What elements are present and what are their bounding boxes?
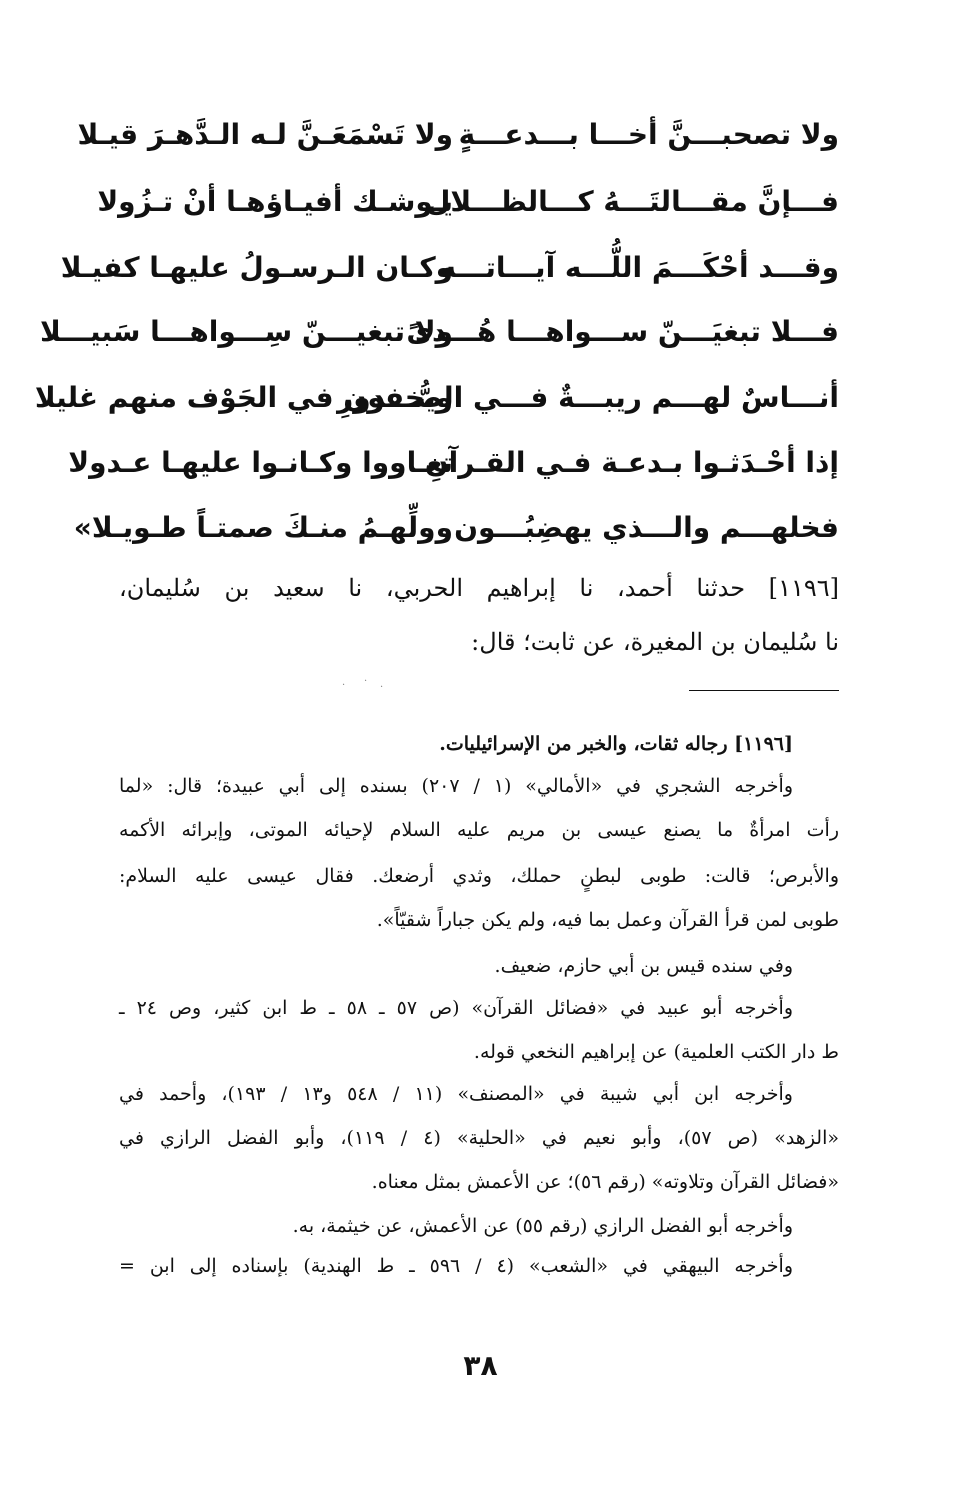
- verse-second-hemistich: ويخفون في الجَوْف منهم غليلا: [34, 381, 453, 414]
- footnote-line: وأخرجه البيهقي في «الشعب» (٤ / ٥٩٦ ـ ط الهندية) بإسناده إلى ابن =: [119, 1255, 794, 1277]
- footnote-separator: [689, 690, 839, 691]
- hadith-text-line: [١١٩٦] حدثنا أحمد، نا إبراهيم الحربي، نا سعيد بن سُليمان،: [119, 574, 839, 602]
- verse-second-hemistich: تعـاووا وكـانـوا عليهـا عـدولا: [68, 446, 453, 479]
- poem-verse: [0, 378, 961, 428]
- poem-verse: [0, 312, 961, 362]
- footnote-line: وأخرجه الشجري في «الأمالي» (١ / ٢٠٧) بسنده إلى أبي عبيدة؛ قال: «لما: [119, 775, 794, 797]
- poem-verse: [0, 182, 961, 232]
- poem-verse: [0, 443, 961, 493]
- footnote-line: وفي سنده قيس بن أبي حازم، ضعيف.: [494, 955, 793, 977]
- verse-second-hemistich: ولا تَسْمَعَـنَّ لـه الـدَّهـرَ قيـلا: [77, 118, 453, 151]
- poem-verse: [0, 248, 961, 298]
- footnote-line: رأت امرأةٌ ما يصنع عيسى بن مريم عليه السلام لإحيائه الموتى، وإبرائه الأكمه: [119, 819, 839, 841]
- verse-first-hemistich: ولا تصحبـــنَّ أخـــا بـــدعـــةٍ: [458, 118, 839, 151]
- verse-second-hemistich: ولا تبغيـــنّ سِـــواهـــا سَبيـــلا: [40, 315, 453, 348]
- footnote-line: [١١٩٦] رجاله ثقات، والخبر من الإسرائيليات.: [439, 733, 793, 755]
- verse-first-hemistich: إذا أحْـدَثـوا بـدعـة فـي القـرآنِ: [424, 446, 839, 479]
- footnote-line: وأخرجه ابن أبي شيبة في «المصنف» (١١ / ٥٤٨ و١٣ / ١٩٣)، وأحمد في: [119, 1083, 793, 1105]
- page-number: ٣٨: [463, 1349, 498, 1382]
- verse-second-hemistich: يـوشـك أفيـاؤهـا أنْ تـزُولا: [97, 185, 453, 218]
- footnote-line: وأخرجه أبو عبيد في «فضائل القرآن» (ص ٥٧ ـ ٥٨ ـ ط ابن كثير، وص ٢٤ ـ: [119, 997, 793, 1019]
- poem-verse: [0, 115, 961, 165]
- footnote-line: ط دار الكتب العلمية) عن إبراهيم النخعي قوله.: [473, 1041, 839, 1063]
- footnote-line: «الزهد» (ص ٥٧)، وأبو نعيم في «الحلية» (٤ / ١١٩)، وأبو الفضل الرازي في: [119, 1127, 839, 1149]
- scan-specks: · · ·: [342, 676, 384, 693]
- verse-first-hemistich: فخلهـــم والـــذي يهضِبُـــون: [454, 511, 839, 544]
- footnote-line: «فضائل القرآن وتلاوته» (رقم ٥٦)؛ عن الأعمش بمثل معناه.: [371, 1171, 839, 1193]
- verse-first-hemistich: فـــلا تبغيَـــنّ ســـواهـــا هُـــدىً: [406, 315, 839, 348]
- hadith-text-line: نا سُليمان بن المغيرة، عن ثابت؛ قال:: [471, 628, 839, 656]
- footnote-line: وأخرجه أبو الفضل الرازي (رقم ٥٥) عن الأعمش، عن خيثمة، به.: [292, 1215, 793, 1237]
- footnote-line: والأبرص؛ قالت: طوبى لبطنٍ حملك، وثدي أرضعك. فقال عيسى عليه السلام:: [119, 865, 839, 887]
- verse-second-hemistich: وكـان الـرسـولُ عليهـا كفيـلا: [60, 251, 453, 284]
- verse-first-hemistich: أنـــاسٌ لهـــم ريبـــةٌ فـــي الصُّـــدورِ: [337, 381, 839, 414]
- footnote-line: طوبى لمن قرأ القرآن وعمل بما فيه، ولم يكن جباراً شقيّاً».: [376, 909, 839, 931]
- poem-verse: [0, 508, 961, 558]
- verse-first-hemistich: فـــإنَّ مقـــالتَـــهُ كـــالظـــلال: [426, 185, 839, 218]
- verse-first-hemistich: وقـــد أحْكَـــمَ اللُّـــه آيـــاتـــه: [439, 251, 839, 284]
- verse-second-hemistich: وولِّهـمُ منـكَ صمتـاً طـويـلا»: [73, 511, 453, 544]
